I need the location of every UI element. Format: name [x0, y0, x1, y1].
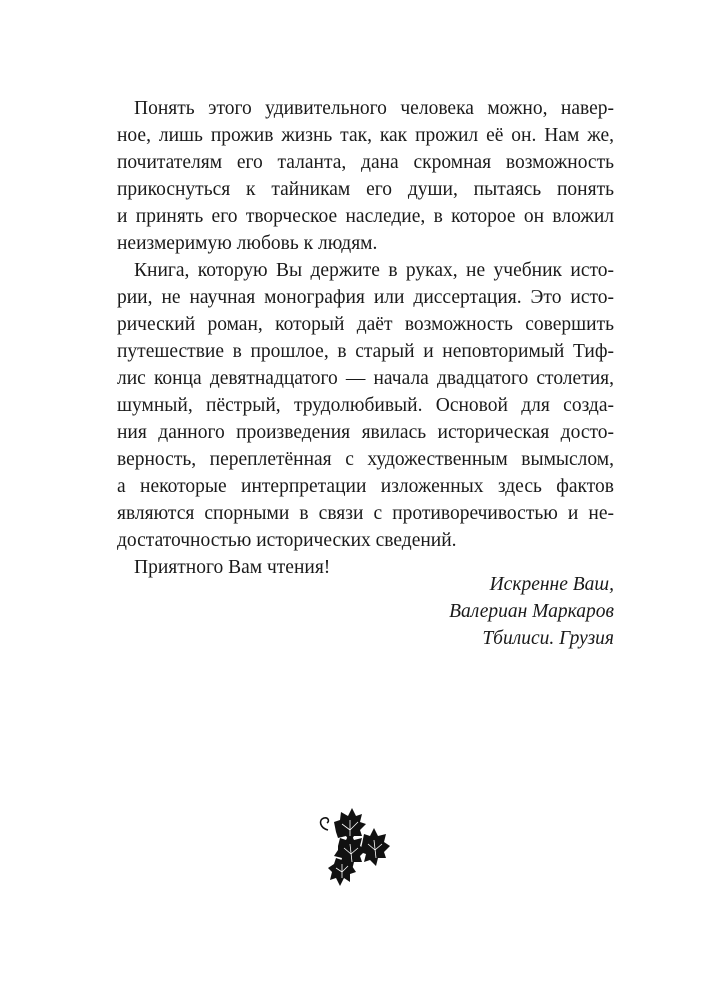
text-line: являются спорными в связи с противоречивостью и не-	[117, 503, 614, 524]
grape-leaves-icon	[314, 800, 394, 890]
text-line: и принять его творческое наследие, в которое он вложил	[117, 206, 614, 227]
text-line: прикоснуться к тайникам его души, пытаясь понять	[117, 179, 614, 200]
signature-author: Валериан Маркаров	[449, 601, 614, 622]
text-line: шумный, пёстрый, трудолюбивый. Основой для созда-	[117, 395, 614, 416]
text-line: Понять этого удивительного человека можно, навер-	[134, 98, 614, 119]
signature-block	[449, 571, 614, 652]
text-line: рический роман, который даёт возможность совершить	[117, 314, 614, 335]
text-line: путешествие в прошлое, в старый и неповторимый Тиф-	[117, 341, 614, 362]
signature-closing: Искренне Ваш,	[489, 574, 614, 595]
text-line: Книга, которую Вы держите в руках, не учебник исто-	[134, 260, 614, 281]
signature-place: Тбилиси. Грузия	[482, 628, 614, 649]
text-line: почитателям его таланта, дана скромная возможность	[117, 152, 614, 173]
text-line: лис конца девятнадцатого — начала двадцатого столетия,	[117, 368, 614, 389]
text-line: Приятного Вам чтения!	[134, 557, 331, 578]
text-line: неизмеримую любовь к людям.	[117, 233, 378, 254]
body-text	[117, 95, 614, 581]
text-line: верность, переплетённая с художественным вымыслом,	[117, 449, 614, 470]
text-line: ное, лишь прожив жизнь так, как прожил её он. Нам же,	[117, 125, 614, 146]
text-line: достаточностью исторических сведений.	[117, 530, 457, 551]
text-line: ния данного произведения явилась историческая досто-	[117, 422, 614, 443]
text-line: рии, не научная монография или диссертация. Это исто-	[117, 287, 614, 308]
text-line: а некоторые интерпретации изложенных здесь фактов	[117, 476, 614, 497]
